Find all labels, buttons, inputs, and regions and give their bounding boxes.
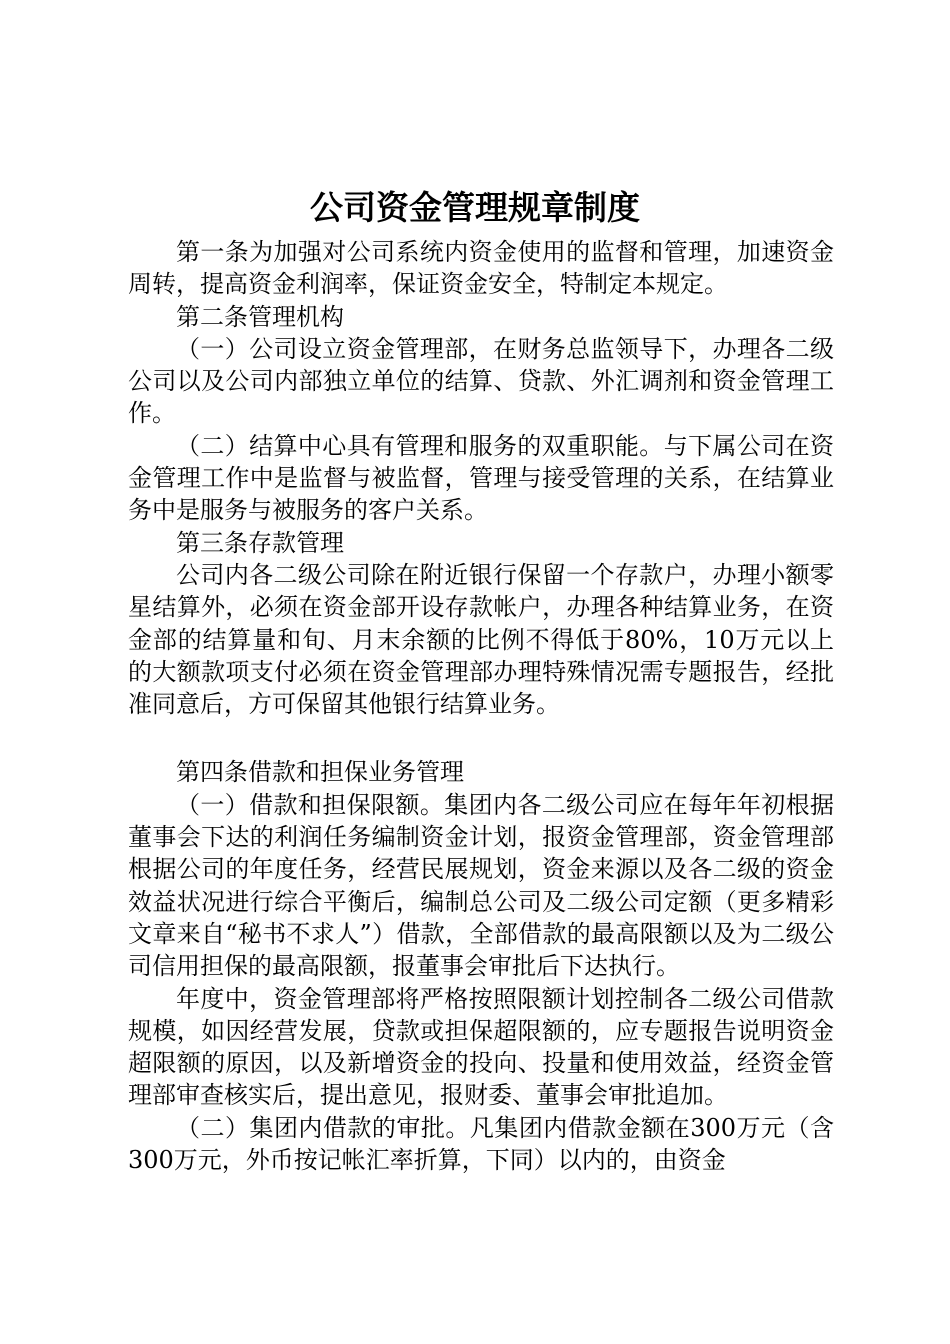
article-2-heading: 第二条管理机构 xyxy=(176,302,344,331)
article-2-clause-1: （一）公司设立资金管理部，在财务总监领导下，办理各二级公司以及公司内部独立单位的结算、贷款、外汇调剂和资金管理工作。 xyxy=(128,334,834,428)
article-2-clause-2: （二）结算中心具有管理和服务的双重职能。与下属公司在资金管理工作中是监督与被监督，管理与接受管理的关系，在结算业务中是服务与被服务的客户关系。 xyxy=(128,431,834,525)
article-4-clause-1-continued: 年度中，资金管理部将严格按照限额计划控制各二级公司借款规模，如因经营发展，贷款或担保超限额的，应专题报告说明资金超限额的原因，以及新增资金的投向、投量和使用效益，经资金管理部审查核实后，提出意见，报财委、董事会审批追加。 xyxy=(128,984,834,1110)
article-1-paragraph: 第一条为加强对公司系统内资金使用的监督和管理，加速资金周转，提高资金利润率，保证资金安全，特制定本规定。 xyxy=(128,238,834,299)
document-title: 公司资金管理规章制度 xyxy=(310,188,640,227)
article-3-paragraph: 公司内各二级公司除在附近银行保留一个存款户，办理小额零星结算外，必须在资金部开设存款帐户，办理各种结算业务，在资金部的结算量和旬、月末余额的比例不得低于80%，10万元以上的大额款项支付必须在资金管理部办理特殊情况需专题报告，经批准同意后，方可保留其他银行结算业务。 xyxy=(128,560,834,719)
article-4-heading: 第四条借款和担保业务管理 xyxy=(176,758,464,787)
document-body xyxy=(128,236,834,1176)
paragraph-spacer xyxy=(128,720,834,756)
article-3-heading: 第三条存款管理 xyxy=(176,528,344,557)
article-4-clause-1: （一）借款和担保限额。集团内各二级公司应在每年年初根据董事会下达的利润任务编制资金计划，报资金管理部，资金管理部根据公司的年度任务，经营民展规划，资金来源以及各二级的资金效益状况进行综合平衡后，编制总公司及二级公司定额（更多精彩文章来自“秘书不求人”）借款，全部借款的最高限额以及为二级公司信用担保的最高限额，报董事会审批后下达执行。 xyxy=(128,790,834,981)
article-4-clause-2: （二）集团内借款的审批。凡集团内借款金额在300万元（含300万元，外币按记帐汇率折算，下同）以内的，由资金 xyxy=(128,1113,834,1175)
